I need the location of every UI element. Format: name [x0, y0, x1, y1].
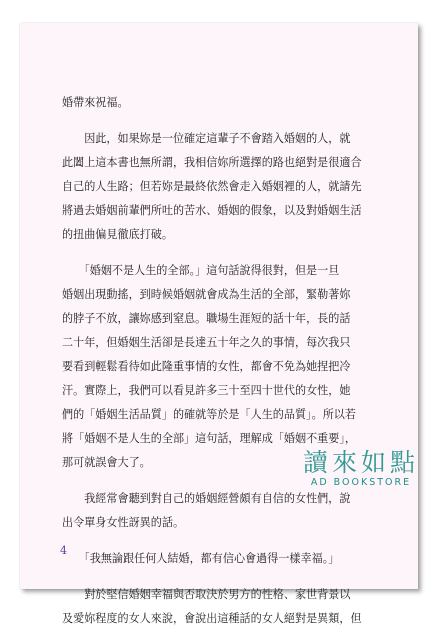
text-line: 汗。實際上，我們可以看見許多三十至四十世代的女性，她 — [62, 384, 351, 397]
paragraph-gap — [62, 115, 378, 127]
paragraph-gap — [62, 535, 378, 547]
text-line: 「我無論跟任何人結婚，都有信心會過得一樣幸福。」 — [62, 552, 340, 565]
text-line: 的脖子不放，讓妳感到窒息。職場生涯短的話十年，長的話 — [62, 312, 351, 325]
paragraph — [62, 487, 378, 535]
text-line: 對於堅信婚姻幸福與否取決於男方的性格、家世背景以 — [62, 588, 351, 601]
book-page — [20, 23, 419, 625]
text-line: 要看到輕鬆看待如此隆重事情的女性，都會不免為她捏把冷 — [62, 360, 351, 373]
paragraph — [62, 547, 378, 571]
text-line: 婚帶來祝福。 — [62, 96, 129, 109]
text-line: 將「婚姻不是人生的全部」這句話，理解成「婚姻不重要」， — [62, 432, 356, 445]
body-text — [62, 91, 378, 631]
text-line: 此闔上這本書也無所謂，我相信妳所選擇的路也絕對是很適合 — [62, 156, 362, 169]
paragraph — [62, 91, 378, 115]
text-line: 我經常會聽到對自己的婚姻經營頗有自信的女性們，說 — [62, 492, 351, 505]
text-line: 及愛妳程度的女人來說，會說出這種話的女人絕對是異類，但 — [62, 612, 362, 625]
paragraph-gap — [62, 571, 378, 583]
text-line: 二十年，但婚姻生活卻是長達五十年之久的事情，每次我只 — [62, 336, 351, 349]
text-line: 那可就誤會大了。 — [62, 456, 151, 469]
paragraph-gap — [62, 247, 378, 259]
text-line: 婚姻出現動搖，到時候婚姻就會成為生活的全部，緊勒著妳 — [62, 288, 351, 301]
bookstore-watermark — [291, 443, 431, 488]
watermark-logo: 讀來如點 — [302, 448, 419, 477]
watermark-subtitle: AD BOOKSTORE — [310, 477, 412, 488]
text-line: 們的「婚姻生活品質」的確就等於是「人生的品質」。所以若 — [62, 408, 356, 421]
text-line: 出令單身女性訝異的話。 — [62, 516, 185, 529]
paragraph — [62, 127, 378, 247]
paragraph — [62, 583, 378, 631]
text-line: 因此，如果妳是一位確定這輩子不會踏入婚姻的人，就 — [62, 132, 351, 145]
text-line: 「婚姻不是人生的全部。」這句話說得很對，但是一旦 — [62, 264, 340, 277]
page-number: 4 — [60, 544, 67, 557]
text-line: 的扭曲偏見徹底打破。 — [62, 228, 173, 241]
text-line: 自己的人生路；但若妳是最終依然會走入婚姻裡的人，就請先 — [62, 180, 362, 193]
text-line: 將過去婚姻前輩們所吐的苦水、婚姻的假象，以及對婚姻生活 — [62, 204, 362, 217]
